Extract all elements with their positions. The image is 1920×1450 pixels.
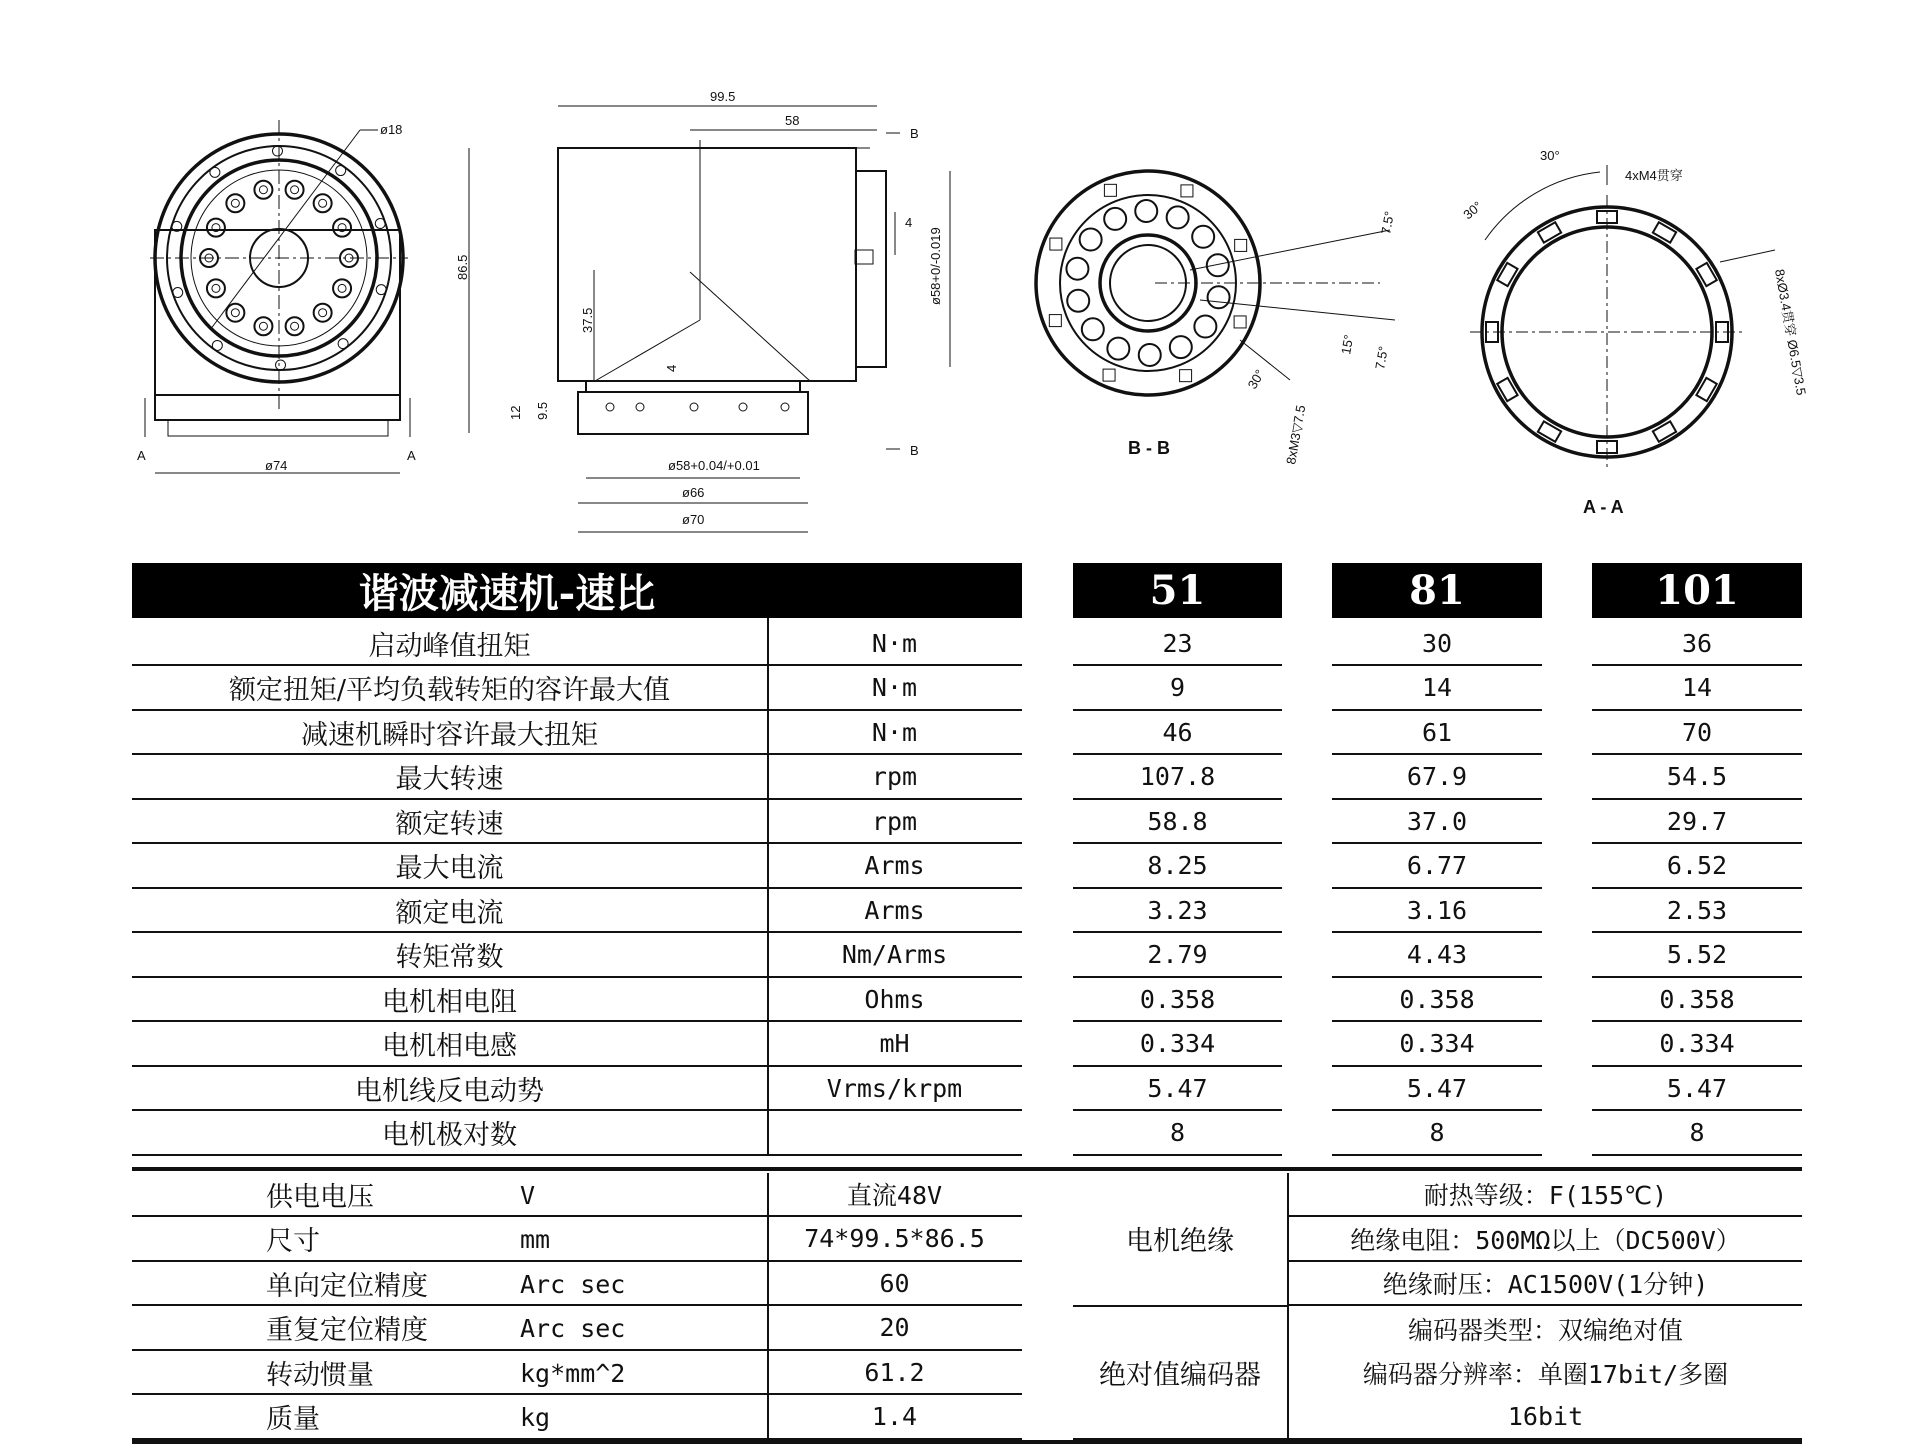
spec-cell-unit: Arms	[767, 889, 1022, 933]
front-rim-hole	[338, 339, 348, 349]
spec-cell-v81: 5.47	[1332, 1067, 1542, 1111]
ratio-101-header: 101	[1592, 563, 1802, 618]
front-bolt-hole-inner	[259, 186, 267, 194]
section-bb	[1036, 171, 1397, 466]
front-rim-hole	[212, 340, 222, 350]
side-height-865: 86.5	[455, 254, 470, 280]
general-unit: kg*mm^2	[520, 1358, 626, 1388]
spec-cell-unit: N·m	[767, 622, 1022, 666]
general-value: 74*99.5*86.5	[767, 1218, 1022, 1262]
front-bolt-hole-inner	[338, 284, 346, 292]
spec-cell-v101: 0.334	[1592, 1023, 1802, 1067]
front-bolt-hole	[286, 181, 304, 199]
side-len-58: 58	[785, 113, 800, 128]
spec-cell-v101: 0.358	[1592, 978, 1802, 1022]
spec-divider	[767, 618, 769, 1156]
encoder-line: 编码器分辨率：单圈17bit/多圈	[1362, 1360, 1729, 1389]
spec-cell-unit: rpm	[767, 800, 1022, 844]
spec-cell-param: 额定转速	[132, 800, 767, 844]
side-dim-4-top: 4	[905, 215, 913, 230]
spec-cell-v81: 3.16	[1332, 889, 1542, 933]
side-dim-4-mid: 4	[664, 364, 679, 372]
bb-slot	[1235, 239, 1247, 251]
front-bolt-hole-inner	[231, 199, 239, 207]
spec-cell-unit: rpm	[767, 756, 1022, 800]
side-section-b-top: B	[910, 126, 919, 141]
spec-cell-v51: 3.23	[1073, 889, 1282, 933]
spec-cell-v51: 2.79	[1073, 934, 1282, 978]
side-dia66: ø66	[682, 485, 705, 500]
side-len-995: 99.5	[710, 89, 736, 104]
spec-cell-v81: 4.43	[1332, 934, 1542, 978]
spec-cell-v101: 5.52	[1592, 934, 1802, 978]
spec-cell-v51: 8.25	[1073, 845, 1282, 889]
front-rim-hole	[375, 218, 385, 228]
general-param: 供电电压	[132, 1173, 767, 1217]
insulation-line: 绝缘耐压：AC1500V(1分钟)	[1289, 1262, 1802, 1306]
spec-cell-v81: 61	[1332, 711, 1542, 755]
spec-cell-unit: Nm/Arms	[767, 934, 1022, 978]
side-view	[455, 89, 950, 532]
spec-cell-v51: 9	[1073, 667, 1282, 711]
front-rim-hole	[336, 166, 346, 176]
insulation-line: 绝缘电阻：500MΩ以上（DC500V）	[1289, 1218, 1802, 1262]
spec-cell-v81: 14	[1332, 667, 1542, 711]
general-value: 直流48V	[767, 1173, 1022, 1217]
spec-cell-param: 额定扭矩/平均负载转矩的容许最大值	[132, 667, 767, 711]
front-bolt-hole	[207, 219, 225, 237]
front-bolt-hole	[314, 304, 332, 322]
bb-hole	[1080, 228, 1102, 250]
front-view	[137, 120, 416, 473]
spec-cell-v101: 36	[1592, 622, 1802, 666]
bb-slot	[1180, 370, 1192, 382]
bb-holes-label: 8xM3▽7.5	[1283, 403, 1309, 466]
general-value: 61.2	[767, 1351, 1022, 1395]
bb-ang-15: 15°	[1338, 333, 1357, 356]
general-param: 单向定位精度	[132, 1262, 767, 1306]
front-bolt-hole	[254, 317, 272, 335]
bb-hole	[1207, 254, 1229, 276]
spec-cell-param: 最大转速	[132, 756, 767, 800]
general-value: 20	[767, 1307, 1022, 1351]
bb-hole	[1208, 286, 1230, 308]
spec-cell-v51: 5.47	[1073, 1067, 1282, 1111]
spec-cell-v101: 5.47	[1592, 1067, 1802, 1111]
front-bolt-hole-inner	[291, 322, 299, 330]
spec-cell-v51: 46	[1073, 711, 1282, 755]
side-dia70: ø70	[682, 512, 705, 527]
general-param: 尺寸	[132, 1218, 767, 1262]
insulation-line: 耐热等级：F(155℃)	[1289, 1173, 1802, 1217]
spec-cell-v81: 0.334	[1332, 1023, 1542, 1067]
ratio-81-header: 81	[1332, 563, 1542, 618]
general-value: 60	[767, 1262, 1022, 1306]
spec-cell-param: 电机相电感	[132, 1023, 767, 1067]
front-rim-hole	[173, 288, 183, 298]
general-unit: mm	[520, 1225, 551, 1254]
bb-hole	[1139, 344, 1161, 366]
spec-cell-v51: 58.8	[1073, 800, 1282, 844]
general-param: 转动惯量	[132, 1351, 767, 1395]
spec-cell-unit: mH	[767, 1023, 1022, 1067]
front-bolt-hole	[254, 181, 272, 199]
front-dia74-label: ø74	[265, 458, 288, 473]
aa-ang-30-left: 30°	[1460, 198, 1485, 223]
bb-slot	[1104, 184, 1116, 196]
spec-cell-v81: 0.358	[1332, 978, 1542, 1022]
spec-cell-unit: Arms	[767, 845, 1022, 889]
bb-hole	[1067, 290, 1089, 312]
bb-ang-75-top: 7.5°	[1378, 209, 1397, 236]
bb-slot	[1050, 238, 1062, 250]
bb-hole	[1170, 336, 1192, 358]
front-dia18-label: ø18	[380, 122, 403, 137]
spec-cell-param: 启动峰值扭矩	[132, 622, 767, 666]
bb-hole	[1194, 316, 1216, 338]
general-param: 重复定位精度	[132, 1307, 767, 1351]
bb-hole	[1167, 206, 1189, 228]
spec-cell-v81: 6.77	[1332, 845, 1542, 889]
front-rim-hole	[272, 146, 282, 156]
spec-cell-unit: Vrms/krpm	[767, 1067, 1022, 1111]
front-bolt-hole	[207, 279, 225, 297]
front-bolt-hole	[286, 317, 304, 335]
general-unit: Arc sec	[520, 1314, 626, 1343]
front-bolt-hole	[333, 219, 351, 237]
front-bolt-hole	[226, 304, 244, 322]
bb-hole	[1082, 318, 1104, 340]
front-rim-hole	[376, 285, 386, 295]
front-bolt-hole-inner	[319, 309, 327, 317]
front-rim-hole	[276, 360, 286, 370]
spec-cell-param: 转矩常数	[132, 934, 767, 978]
aa-holes-side: 8xØ3.4贯穿 Ø6.5▽3.5	[1772, 267, 1810, 397]
insulation-label: 电机绝缘	[1073, 1173, 1287, 1307]
bb-hole	[1066, 258, 1088, 280]
general-value: 1.4	[767, 1396, 1022, 1440]
front-rim-hole	[210, 167, 220, 177]
spec-cell-v81: 67.9	[1332, 756, 1542, 800]
spec-cell-param: 电机相电阻	[132, 978, 767, 1022]
spec-cell-unit	[767, 1112, 1022, 1156]
front-bolt-hole	[314, 194, 332, 212]
spec-cell-unit: N·m	[767, 667, 1022, 711]
ratio-51-header: 51	[1073, 563, 1282, 618]
spec-cell-v101: 8	[1592, 1112, 1802, 1156]
front-bolt-hole	[226, 194, 244, 212]
side-dim-375: 37.5	[580, 307, 595, 333]
spec-cell-v101: 6.52	[1592, 845, 1802, 889]
front-section-a-right: A	[407, 448, 416, 463]
section-rule	[132, 1167, 1802, 1171]
general-unit: Arc sec	[520, 1269, 626, 1299]
encoder-line: 16bit	[1289, 1396, 1802, 1440]
table-bottom-rule	[132, 1440, 1802, 1444]
spec-cell-v101: 54.5	[1592, 756, 1802, 800]
spec-cell-param: 最大电流	[132, 845, 767, 889]
general-param: 质量	[132, 1396, 767, 1440]
front-bolt-hole-inner	[212, 284, 220, 292]
bb-hole	[1192, 226, 1214, 248]
spec-cell-unit: Ohms	[767, 978, 1022, 1022]
side-section-b-bottom: B	[910, 443, 919, 458]
technical-drawings	[0, 0, 1920, 560]
spec-cell-v51: 0.334	[1073, 1023, 1282, 1067]
front-bolt-hole-inner	[259, 322, 267, 330]
aa-caption: A - A	[1583, 497, 1624, 517]
spec-cell-v101: 14	[1592, 667, 1802, 711]
spec-cell-param: 电机极对数	[132, 1112, 767, 1156]
spec-cell-v81: 37.0	[1332, 800, 1542, 844]
aa-ang-30-top: 30°	[1540, 148, 1560, 163]
spec-cell-v81: 8	[1332, 1112, 1542, 1156]
bb-ang-30: 30°	[1244, 366, 1268, 392]
aa-holes-through: 4xM4贯穿	[1625, 168, 1683, 183]
front-section-a-left: A	[137, 448, 146, 463]
spec-cell-v51: 0.358	[1073, 978, 1282, 1022]
spec-cell-unit: N·m	[767, 711, 1022, 755]
spec-cell-v81: 30	[1332, 622, 1542, 666]
bb-hole	[1135, 200, 1157, 222]
general-unit: V	[520, 1180, 536, 1210]
bb-hole	[1107, 338, 1129, 360]
side-dim-95: 9.5	[535, 401, 550, 420]
spec-cell-v101: 29.7	[1592, 800, 1802, 844]
bb-hole	[1104, 208, 1126, 230]
spec-cell-v101: 70	[1592, 711, 1802, 755]
spec-cell-v51: 107.8	[1073, 756, 1282, 800]
encoder-label: 绝对值编码器	[1073, 1307, 1287, 1441]
bb-slot	[1049, 315, 1061, 327]
general-divider	[767, 1173, 769, 1440]
bb-slot	[1103, 369, 1115, 381]
spec-cell-v51: 8	[1073, 1112, 1282, 1156]
bb-ang-75-low: 7.5°	[1372, 344, 1391, 371]
side-dia58-tol: ø58+0/-0.019	[928, 227, 943, 305]
front-bolt-hole-inner	[319, 199, 327, 207]
front-bolt-hole	[333, 279, 351, 297]
bb-slot	[1234, 316, 1246, 328]
front-bolt-hole-inner	[291, 186, 299, 194]
spec-cell-param: 减速机瞬时容许最大扭矩	[132, 711, 767, 755]
side-dim-12: 12	[508, 405, 523, 420]
bb-caption: B - B	[1128, 438, 1170, 458]
general-unit: kg	[520, 1403, 551, 1432]
spec-cell-v101: 2.53	[1592, 889, 1802, 933]
bb-slot	[1181, 185, 1193, 197]
section-aa	[1460, 148, 1809, 517]
spec-cell-param: 额定电流	[132, 889, 767, 933]
front-bolt-hole-inner	[231, 309, 239, 317]
spec-cell-param: 电机线反电动势	[132, 1067, 767, 1111]
table-title: 谐波减速机-速比	[132, 563, 1022, 618]
encoder-line: 编码器类型：双编绝对值	[1407, 1315, 1683, 1345]
spec-cell-v51: 23	[1073, 622, 1282, 666]
side-dia58-fit: ø58+0.04/+0.01	[668, 458, 760, 473]
